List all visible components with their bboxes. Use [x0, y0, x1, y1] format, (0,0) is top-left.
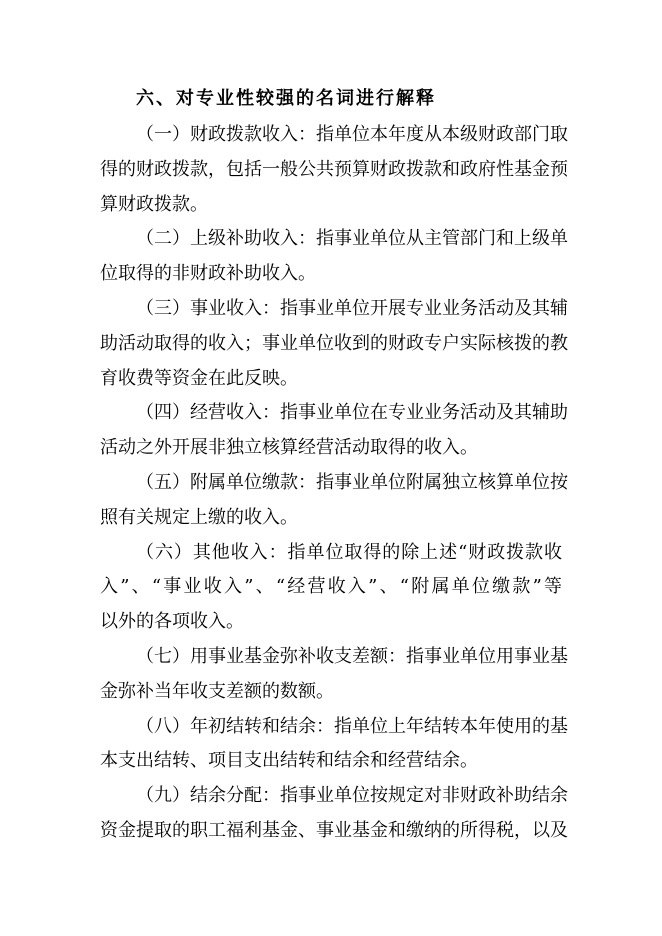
para-9-line-1: （九）结余分配：指事业单位按规定对非财政补助结余 [136, 785, 568, 807]
para-3-line-2: 助活动取得的收入；事业单位收到的财政专户实际核拨的教 [100, 332, 568, 354]
para-1-line-3: 算财政拨款。 [100, 193, 208, 215]
para-7-line-2: 金弥补当年收支差额的数额。 [100, 680, 334, 702]
body-text [0, 118, 662, 849]
para-3-line-3: 育收费等资金在此反映。 [100, 367, 298, 389]
para-1-line-1: （一）财政拨款收入：指单位本年度从本级财政部门取 [136, 124, 568, 145]
para-8-line-2: 本支出结转、项目支出结转和结余和经营结余。 [100, 750, 478, 772]
para-4-line-2: 活动之外开展非独立核算经营活动取得的收入。 [100, 437, 478, 459]
para-5-line-1: （五）附属单位缴款：指事业单位附属独立核算单位按 [136, 471, 568, 493]
para-3-line-1: （三）事业收入：指事业单位开展专业业务活动及其辅 [136, 297, 568, 319]
para-8-line-1: （八）年初结转和结余：指单位上年结转本年使用的基 [136, 715, 568, 737]
section-heading: 六、对专业性较强的名词进行解释 [136, 88, 436, 109]
para-9-line-2: 资金提取的职工福利基金、事业基金和缴纳的所得税，以及 [100, 819, 568, 841]
para-2-line-2: 位取得的非财政补助收入。 [100, 263, 316, 285]
para-6-line-3: 以外的各项收入。 [100, 611, 244, 633]
para-2-line-1: （二）上级补助收入：指事业单位从主管部门和上级单 [136, 228, 568, 250]
para-7-line-1: （七）用事业基金弥补收支差额：指事业单位用事业基 [136, 645, 568, 667]
para-6-line-2: 入”、“事业收入”、“经营收入”、“附属单位缴款”等 [100, 576, 562, 598]
para-5-line-2: 照有关规定上缴的收入。 [100, 506, 298, 528]
para-1-line-2: 得的财政拨款，包括一般公共预算财政拨款和政府性基金预 [100, 158, 568, 180]
para-4-line-1: （四）经营收入：指事业单位在专业业务活动及其辅助 [136, 402, 568, 424]
para-6-line-1: （六）其他收入：指单位取得的除上述“财政拨款收 [136, 541, 562, 563]
